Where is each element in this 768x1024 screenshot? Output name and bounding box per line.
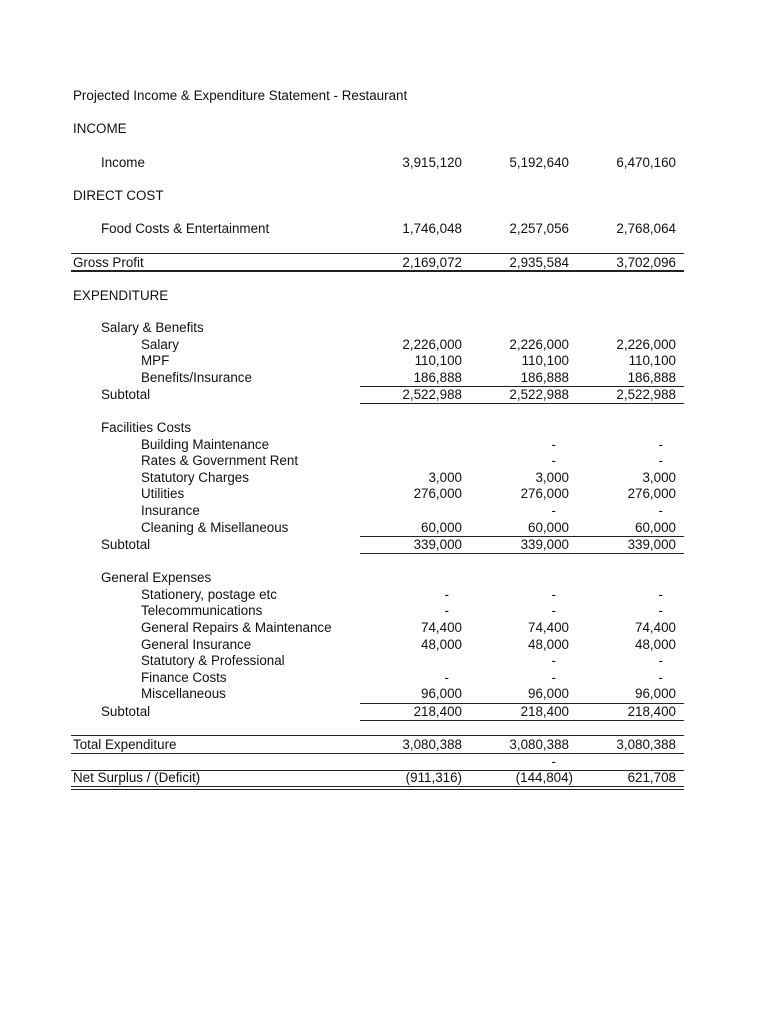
direct-cost-heading: DIRECT COST bbox=[73, 188, 164, 203]
value-year-1: (911,316) bbox=[405, 770, 462, 785]
value-year-1: 74,400 bbox=[421, 620, 462, 635]
row-label: Salary bbox=[141, 337, 179, 352]
row-label: Building Maintenance bbox=[141, 437, 270, 452]
value-year-3: 74,400 bbox=[635, 620, 676, 635]
value-year-3: - bbox=[658, 503, 663, 518]
row-label: MPF bbox=[141, 353, 170, 368]
value-year-3: - bbox=[658, 653, 663, 668]
value-year-3: 6,470,160 bbox=[616, 155, 676, 170]
value-year-2: 339,000 bbox=[520, 537, 569, 552]
value-year-2: - bbox=[551, 503, 556, 518]
double-underline bbox=[71, 786, 684, 787]
value-year-3: 60,000 bbox=[635, 520, 676, 535]
row-label: Income bbox=[101, 155, 145, 170]
subtotal-divider bbox=[360, 553, 684, 554]
value-year-1: 339,000 bbox=[413, 537, 462, 552]
value-year-2: 96,000 bbox=[528, 686, 569, 701]
value-year-3: 48,000 bbox=[635, 637, 676, 652]
row-label: Net Surplus / (Deficit) bbox=[73, 770, 201, 785]
value-year-1: - bbox=[444, 603, 449, 618]
value-year-1: 96,000 bbox=[421, 686, 462, 701]
value-year-3: 339,000 bbox=[627, 537, 676, 552]
value-year-2: 3,000 bbox=[535, 470, 569, 485]
value-year-3: 3,000 bbox=[642, 470, 676, 485]
row-label: Insurance bbox=[141, 503, 200, 518]
value-year-2: 3,080,388 bbox=[509, 737, 569, 752]
row-label: Miscellaneous bbox=[141, 686, 226, 701]
value-year-2: 2,522,988 bbox=[509, 387, 569, 402]
row-label: Subtotal bbox=[101, 537, 151, 552]
value-year-3: - bbox=[658, 670, 663, 685]
income-heading: INCOME bbox=[73, 121, 127, 136]
value-year-2: - bbox=[551, 437, 556, 452]
statement-title: Projected Income & Expenditure Statement - Restaurant bbox=[73, 88, 408, 103]
row-label: General Insurance bbox=[141, 637, 252, 652]
row-label: Statutory Charges bbox=[141, 470, 249, 485]
value-year-1: 3,000 bbox=[428, 470, 462, 485]
row-label: Finance Costs bbox=[141, 670, 227, 685]
row-label: Stationery, postage etc bbox=[141, 587, 277, 602]
value-year-3: 276,000 bbox=[627, 486, 676, 501]
value-year-1: 3,080,388 bbox=[402, 737, 462, 752]
value-year-3: - bbox=[658, 603, 663, 618]
double-underline bbox=[71, 789, 684, 790]
value-year-1: - bbox=[444, 587, 449, 602]
dash-value: - bbox=[551, 754, 556, 769]
value-year-2: - bbox=[551, 453, 556, 468]
value-year-1: 110,100 bbox=[414, 353, 462, 368]
value-year-1: 3,915,120 bbox=[402, 155, 462, 170]
value-year-2: - bbox=[551, 670, 556, 685]
value-year-3: 2,226,000 bbox=[616, 337, 676, 352]
row-label: Telecommunications bbox=[141, 603, 263, 618]
value-year-3: 2,768,064 bbox=[616, 221, 676, 236]
divider bbox=[71, 270, 684, 272]
value-year-2: 276,000 bbox=[520, 486, 569, 501]
row-label: Statutory & Professional bbox=[141, 653, 285, 668]
subtotal-divider bbox=[360, 720, 684, 721]
value-year-1: 48,000 bbox=[421, 637, 462, 652]
row-label: Utilities bbox=[141, 486, 185, 501]
value-year-1: 2,226,000 bbox=[402, 337, 462, 352]
value-year-3: 96,000 bbox=[635, 686, 676, 701]
expenditure-heading: EXPENDITURE bbox=[73, 288, 169, 303]
value-year-2: 2,226,000 bbox=[509, 337, 569, 352]
value-year-2: 5,192,640 bbox=[509, 155, 569, 170]
divider bbox=[71, 253, 684, 254]
value-year-2: 110,100 bbox=[521, 353, 569, 368]
row-label: Subtotal bbox=[101, 387, 151, 402]
value-year-3: - bbox=[658, 437, 663, 452]
row-label: Total Expenditure bbox=[73, 737, 177, 752]
general-section-heading: General Expenses bbox=[101, 570, 212, 585]
value-year-1: - bbox=[444, 670, 449, 685]
salary-section-heading: Salary & Benefits bbox=[101, 320, 204, 335]
value-year-3: 2,522,988 bbox=[616, 387, 676, 402]
value-year-2: 74,400 bbox=[528, 620, 569, 635]
value-year-3: 3,080,388 bbox=[616, 737, 676, 752]
divider bbox=[71, 753, 684, 754]
row-label: Benefits/Insurance bbox=[141, 370, 252, 385]
row-label: Subtotal bbox=[101, 704, 151, 719]
value-year-3: 110,100 bbox=[628, 353, 676, 368]
value-year-3: - bbox=[658, 587, 663, 602]
value-year-1: 2,522,988 bbox=[402, 387, 462, 402]
divider bbox=[71, 735, 684, 736]
subtotal-divider bbox=[360, 403, 684, 404]
row-label: Gross Profit bbox=[73, 255, 144, 270]
value-year-1: 2,169,072 bbox=[402, 255, 462, 270]
value-year-3: 3,702,096 bbox=[616, 255, 676, 270]
value-year-2: 2,935,584 bbox=[509, 255, 569, 270]
value-year-3: 621,708 bbox=[627, 770, 676, 785]
value-year-3: - bbox=[658, 453, 663, 468]
row-label: General Repairs & Maintenance bbox=[141, 620, 332, 635]
value-year-2: 2,257,056 bbox=[509, 221, 569, 236]
value-year-2: - bbox=[551, 603, 556, 618]
row-label: Rates & Government Rent bbox=[141, 453, 299, 468]
value-year-2: - bbox=[551, 653, 556, 668]
row-label: Cleaning & Misellaneous bbox=[141, 520, 289, 535]
value-year-2: 186,888 bbox=[520, 370, 569, 385]
value-year-2: - bbox=[551, 587, 556, 602]
value-year-1: 186,888 bbox=[413, 370, 462, 385]
value-year-1: 1,746,048 bbox=[402, 221, 462, 236]
value-year-1: 218,400 bbox=[413, 704, 462, 719]
row-label: Food Costs & Entertainment bbox=[101, 221, 270, 236]
facilities-section-heading: Facilities Costs bbox=[101, 420, 192, 435]
value-year-1: 60,000 bbox=[421, 520, 462, 535]
value-year-3: 186,888 bbox=[627, 370, 676, 385]
value-year-2: 218,400 bbox=[520, 704, 569, 719]
value-year-2: (144,804) bbox=[515, 770, 573, 785]
value-year-1: 276,000 bbox=[413, 486, 462, 501]
value-year-2: 48,000 bbox=[528, 637, 569, 652]
value-year-3: 218,400 bbox=[627, 704, 676, 719]
value-year-2: 60,000 bbox=[528, 520, 569, 535]
